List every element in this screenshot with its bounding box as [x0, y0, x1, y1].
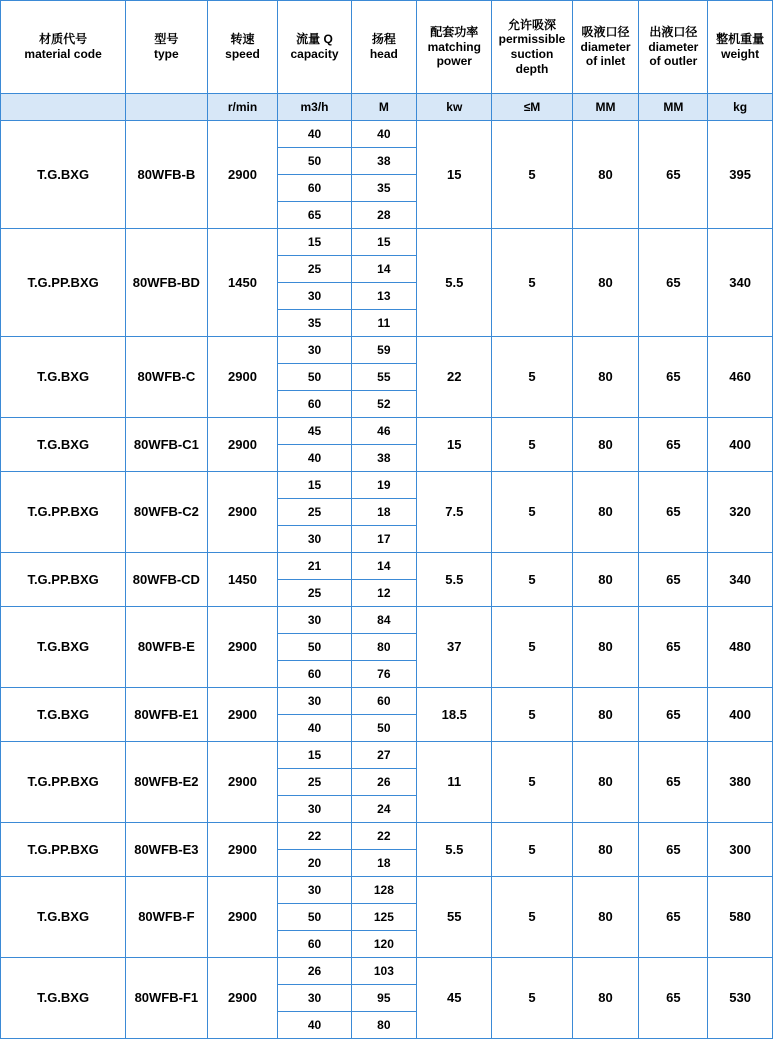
cell-head: 60	[351, 688, 417, 715]
cell-outlet: 65	[639, 121, 708, 229]
cell-capacity: 45	[278, 418, 351, 445]
cell-inlet: 80	[572, 688, 639, 742]
cell-suction-depth: 5	[492, 553, 572, 607]
cell-weight: 580	[708, 877, 773, 958]
cell-head: 18	[351, 850, 417, 877]
cell-capacity: 25	[278, 499, 351, 526]
unit-speed: r/min	[207, 94, 278, 121]
cell-suction-depth: 5	[492, 472, 572, 553]
header-en-speed: speed	[225, 47, 260, 61]
cell-type: 80WFB-E	[126, 607, 207, 688]
cell-suction-depth: 5	[492, 958, 572, 1039]
cell-weight: 380	[708, 742, 773, 823]
cell-head: 22	[351, 823, 417, 850]
cell-capacity: 35	[278, 310, 351, 337]
cell-inlet: 80	[572, 229, 639, 337]
cell-material-code: T.G.BXG	[1, 121, 126, 229]
cell-head: 52	[351, 391, 417, 418]
cell-material-code: T.G.PP.BXG	[1, 229, 126, 337]
cell-capacity: 40	[278, 1012, 351, 1039]
cell-capacity: 60	[278, 175, 351, 202]
cell-head: 38	[351, 445, 417, 472]
unit-outlet: MM	[639, 94, 708, 121]
cell-power: 5.5	[417, 553, 492, 607]
cell-capacity: 30	[278, 607, 351, 634]
table-row	[1, 877, 773, 904]
column-header-material-code	[1, 1, 126, 94]
cell-material-code: T.G.BXG	[1, 337, 126, 418]
cell-capacity: 60	[278, 391, 351, 418]
cell-outlet: 65	[639, 742, 708, 823]
cell-material-code: T.G.PP.BXG	[1, 553, 126, 607]
header-cn-speed: 转速	[230, 32, 255, 47]
cell-type: 80WFB-C	[126, 337, 207, 418]
cell-capacity: 26	[278, 958, 351, 985]
cell-head: 80	[351, 1012, 417, 1039]
cell-type: 80WFB-C2	[126, 472, 207, 553]
cell-suction-depth: 5	[492, 121, 572, 229]
cell-head: 26	[351, 769, 417, 796]
column-header-outlet	[639, 1, 708, 94]
cell-type: 80WFB-E2	[126, 742, 207, 823]
cell-suction-depth: 5	[492, 607, 572, 688]
cell-power: 15	[417, 121, 492, 229]
table-row	[1, 472, 773, 499]
cell-suction-depth: 5	[492, 877, 572, 958]
column-header-weight	[708, 1, 773, 94]
cell-head: 14	[351, 553, 417, 580]
cell-head: 84	[351, 607, 417, 634]
cell-speed: 2900	[207, 958, 278, 1039]
cell-capacity: 30	[278, 337, 351, 364]
cell-speed: 2900	[207, 607, 278, 688]
cell-type: 80WFB-E3	[126, 823, 207, 877]
table-row	[1, 553, 773, 580]
cell-capacity: 21	[278, 553, 351, 580]
cell-capacity: 22	[278, 823, 351, 850]
cell-material-code: T.G.BXG	[1, 958, 126, 1039]
header-cn-head: 扬程	[371, 32, 396, 47]
cell-power: 5.5	[417, 229, 492, 337]
header-en-outlet: diameter of outler	[648, 39, 699, 69]
cell-speed: 1450	[207, 229, 278, 337]
header-en-material-code: material code	[24, 47, 102, 61]
table-row	[1, 958, 773, 985]
cell-capacity: 50	[278, 148, 351, 175]
cell-outlet: 65	[639, 688, 708, 742]
cell-material-code: T.G.BXG	[1, 688, 126, 742]
cell-head: 76	[351, 661, 417, 688]
header-cn-power: 配套功率	[430, 25, 479, 40]
header-en-capacity: capacity	[290, 47, 339, 61]
cell-head: 46	[351, 418, 417, 445]
cell-weight: 300	[708, 823, 773, 877]
cell-speed: 2900	[207, 742, 278, 823]
cell-type: 80WFB-F1	[126, 958, 207, 1039]
header-en-head: head	[369, 47, 398, 61]
cell-type: 80WFB-F	[126, 877, 207, 958]
table-body	[1, 121, 773, 1039]
header-cn-type: 型号	[154, 32, 179, 47]
header-cn-outlet: 出液口径	[649, 25, 698, 40]
cell-suction-depth: 5	[492, 337, 572, 418]
cell-power: 37	[417, 607, 492, 688]
cell-inlet: 80	[572, 742, 639, 823]
table-row	[1, 607, 773, 634]
cell-type: 80WFB-E1	[126, 688, 207, 742]
column-header-suction-depth	[492, 1, 572, 94]
cell-outlet: 65	[639, 877, 708, 958]
cell-power: 18.5	[417, 688, 492, 742]
header-cn-weight: 整机重量	[716, 32, 765, 47]
cell-power: 15	[417, 418, 492, 472]
header-row-titles	[1, 1, 773, 94]
cell-weight: 320	[708, 472, 773, 553]
header-en-inlet: diameter of inlet	[580, 39, 631, 69]
unit-head: M	[351, 94, 417, 121]
cell-head: 12	[351, 580, 417, 607]
header-en-weight: weight	[721, 47, 760, 61]
cell-capacity: 15	[278, 229, 351, 256]
table-row	[1, 823, 773, 850]
cell-speed: 2900	[207, 688, 278, 742]
cell-inlet: 80	[572, 823, 639, 877]
cell-head: 14	[351, 256, 417, 283]
cell-head: 18	[351, 499, 417, 526]
cell-head: 95	[351, 985, 417, 1012]
cell-weight: 400	[708, 688, 773, 742]
header-cn-capacity: 流量 Q	[296, 32, 333, 47]
cell-weight: 340	[708, 553, 773, 607]
cell-outlet: 65	[639, 337, 708, 418]
cell-head: 125	[351, 904, 417, 931]
unit-type	[126, 94, 207, 121]
cell-head: 40	[351, 121, 417, 148]
cell-power: 55	[417, 877, 492, 958]
cell-speed: 1450	[207, 553, 278, 607]
cell-weight: 400	[708, 418, 773, 472]
cell-capacity: 25	[278, 769, 351, 796]
cell-suction-depth: 5	[492, 418, 572, 472]
cell-head: 11	[351, 310, 417, 337]
cell-capacity: 25	[278, 256, 351, 283]
cell-capacity: 65	[278, 202, 351, 229]
cell-capacity: 25	[278, 580, 351, 607]
unit-power: kw	[417, 94, 492, 121]
cell-power: 5.5	[417, 823, 492, 877]
cell-inlet: 80	[572, 877, 639, 958]
unit-suction-depth: ≤M	[492, 94, 572, 121]
cell-material-code: T.G.BXG	[1, 418, 126, 472]
unit-inlet: MM	[572, 94, 639, 121]
cell-head: 50	[351, 715, 417, 742]
cell-head: 17	[351, 526, 417, 553]
cell-power: 22	[417, 337, 492, 418]
cell-capacity: 30	[278, 526, 351, 553]
cell-capacity: 30	[278, 688, 351, 715]
unit-capacity: m3/h	[278, 94, 351, 121]
cell-inlet: 80	[572, 337, 639, 418]
cell-weight: 460	[708, 337, 773, 418]
cell-head: 19	[351, 472, 417, 499]
header-en-suction-depth: permissible suction depth	[498, 32, 566, 76]
cell-material-code: T.G.PP.BXG	[1, 823, 126, 877]
cell-outlet: 65	[639, 553, 708, 607]
cell-head: 24	[351, 796, 417, 823]
column-header-speed	[207, 1, 278, 94]
cell-power: 7.5	[417, 472, 492, 553]
table-row	[1, 229, 773, 256]
cell-weight: 530	[708, 958, 773, 1039]
cell-capacity: 15	[278, 472, 351, 499]
cell-suction-depth: 5	[492, 229, 572, 337]
cell-inlet: 80	[572, 121, 639, 229]
cell-head: 55	[351, 364, 417, 391]
cell-head: 28	[351, 202, 417, 229]
cell-outlet: 65	[639, 229, 708, 337]
cell-head: 103	[351, 958, 417, 985]
header-cn-suction-depth: 允许吸深	[507, 17, 556, 32]
table-row	[1, 121, 773, 148]
cell-capacity: 30	[278, 796, 351, 823]
cell-material-code: T.G.PP.BXG	[1, 742, 126, 823]
cell-weight: 340	[708, 229, 773, 337]
unit-weight: kg	[708, 94, 773, 121]
cell-type: 80WFB-C1	[126, 418, 207, 472]
cell-capacity: 60	[278, 661, 351, 688]
cell-material-code: T.G.PP.BXG	[1, 472, 126, 553]
cell-capacity: 30	[278, 877, 351, 904]
table-header	[1, 1, 773, 121]
cell-outlet: 65	[639, 607, 708, 688]
cell-head: 120	[351, 931, 417, 958]
cell-power: 11	[417, 742, 492, 823]
cell-suction-depth: 5	[492, 688, 572, 742]
cell-speed: 2900	[207, 337, 278, 418]
cell-material-code: T.G.BXG	[1, 877, 126, 958]
column-header-inlet	[572, 1, 639, 94]
cell-inlet: 80	[572, 958, 639, 1039]
cell-head: 80	[351, 634, 417, 661]
table-row	[1, 688, 773, 715]
cell-suction-depth: 5	[492, 823, 572, 877]
cell-capacity: 15	[278, 742, 351, 769]
cell-head: 35	[351, 175, 417, 202]
cell-power: 45	[417, 958, 492, 1039]
cell-suction-depth: 5	[492, 742, 572, 823]
cell-capacity: 30	[278, 985, 351, 1012]
cell-speed: 2900	[207, 823, 278, 877]
cell-capacity: 50	[278, 904, 351, 931]
column-header-head	[351, 1, 417, 94]
table-row	[1, 337, 773, 364]
table-row	[1, 742, 773, 769]
cell-type: 80WFB-B	[126, 121, 207, 229]
cell-capacity: 30	[278, 283, 351, 310]
cell-outlet: 65	[639, 418, 708, 472]
cell-outlet: 65	[639, 958, 708, 1039]
cell-type: 80WFB-BD	[126, 229, 207, 337]
cell-capacity: 50	[278, 364, 351, 391]
cell-outlet: 65	[639, 823, 708, 877]
cell-capacity: 20	[278, 850, 351, 877]
unit-material-code	[1, 94, 126, 121]
cell-capacity: 50	[278, 634, 351, 661]
cell-speed: 2900	[207, 877, 278, 958]
cell-inlet: 80	[572, 418, 639, 472]
cell-capacity: 40	[278, 715, 351, 742]
cell-head: 15	[351, 229, 417, 256]
cell-speed: 2900	[207, 472, 278, 553]
header-cn-inlet: 吸液口径	[581, 25, 630, 40]
cell-material-code: T.G.BXG	[1, 607, 126, 688]
header-row-units	[1, 94, 773, 121]
cell-head: 128	[351, 877, 417, 904]
cell-head: 27	[351, 742, 417, 769]
cell-weight: 395	[708, 121, 773, 229]
cell-head: 38	[351, 148, 417, 175]
cell-outlet: 65	[639, 472, 708, 553]
cell-speed: 2900	[207, 121, 278, 229]
header-en-power: matching power	[427, 39, 481, 69]
table-row	[1, 418, 773, 445]
cell-weight: 480	[708, 607, 773, 688]
column-header-power	[417, 1, 492, 94]
cell-inlet: 80	[572, 607, 639, 688]
cell-capacity: 60	[278, 931, 351, 958]
cell-head: 59	[351, 337, 417, 364]
cell-head: 13	[351, 283, 417, 310]
header-cn-material-code: 材质代号	[39, 32, 88, 47]
column-header-type	[126, 1, 207, 94]
cell-inlet: 80	[572, 553, 639, 607]
cell-inlet: 80	[572, 472, 639, 553]
cell-speed: 2900	[207, 418, 278, 472]
cell-capacity: 40	[278, 445, 351, 472]
column-header-capacity	[278, 1, 351, 94]
header-en-type: type	[154, 47, 179, 61]
cell-capacity: 40	[278, 121, 351, 148]
cell-type: 80WFB-CD	[126, 553, 207, 607]
